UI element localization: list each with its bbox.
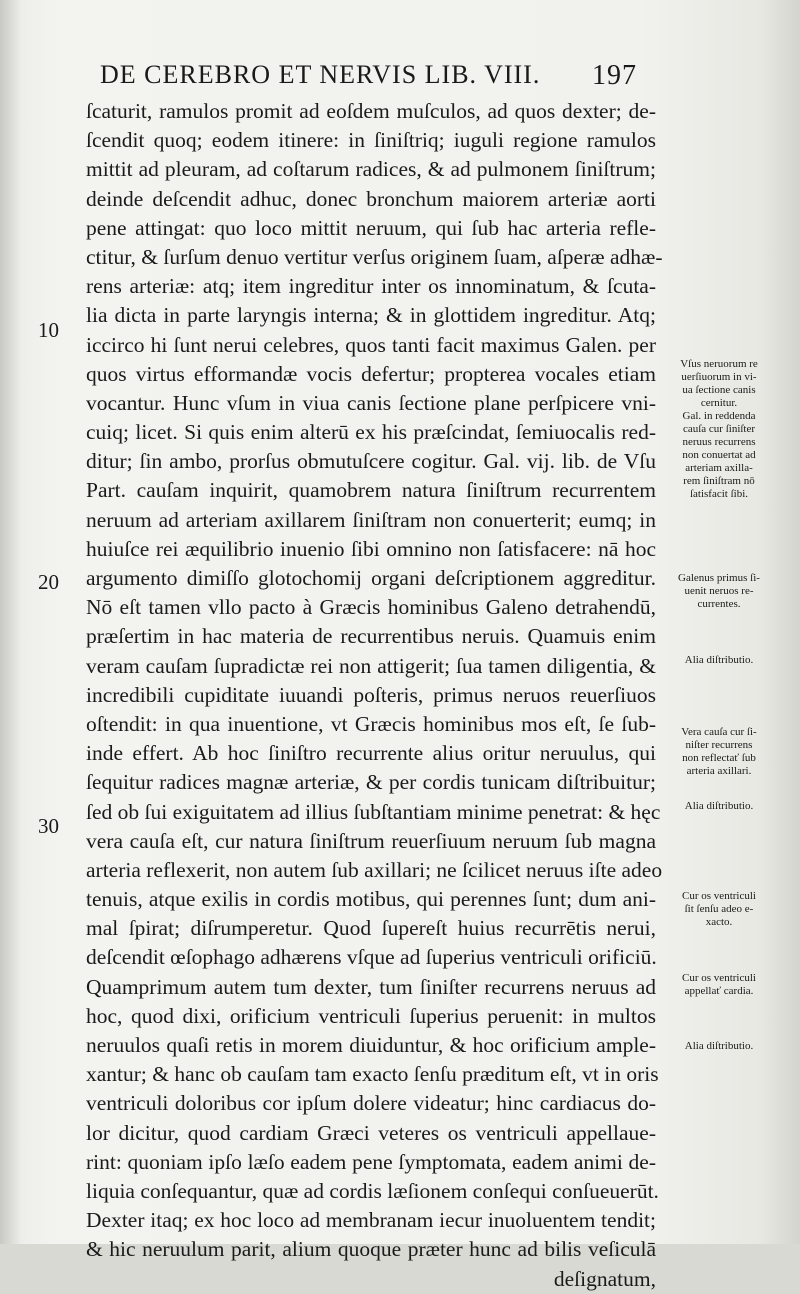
text-line: liquia conſequantur, quæ ad cordis læſionem conſequi conſueuerūt. — [86, 1178, 659, 1203]
text-line: Quamprimum autem tum dexter, tum ſiniſter recurrens neruus ad — [86, 974, 656, 999]
line-number-30: 30 — [38, 814, 59, 838]
text-line: huiuſce rei æquilibrio inuenio ſibi omnino non ſatisfacere: nā hoc — [86, 536, 656, 561]
margin-note — [664, 726, 774, 778]
margin-note-line: niſter recurrens — [685, 739, 753, 751]
margin-note-line: Alia diſtributio. — [684, 800, 754, 812]
margin-note — [664, 972, 774, 998]
text-line: rens arteriæ: atq; item ingreditur inter os innominatum, & ſcuta- — [86, 274, 656, 299]
margin-note-line: Gal. in reddenda — [682, 410, 756, 422]
text-line: Dexter itaq; ex hoc loco ad membranam iecur inuoluentem tendit; — [86, 1208, 656, 1233]
line-number-20: 20 — [38, 570, 59, 594]
margin-note-line: xacto. — [705, 916, 733, 928]
text-line: inde effert. Ab hoc ſiniſtro recurrente alius oritur neruulus, qui — [86, 741, 656, 766]
text-line: ſcaturit, ramulos promit ad eoſdem muſculos, ad quos dexter; de- — [86, 99, 656, 123]
margin-note — [664, 1040, 774, 1053]
line-number-10: 10 — [38, 318, 59, 342]
text-line: iccirco hi ſunt nerui celebres, quos tanti facit maximus Galen. per — [86, 332, 656, 357]
margin-note — [664, 410, 774, 501]
text-line: ctitur, & ſurſum denuo vertitur verſus originem ſuam, aſperæ adhæ- — [86, 244, 663, 269]
text-line: ventriculi doloribus cor ipſum dolere videatur; hinc cardiacus do- — [86, 1091, 656, 1116]
margin-note-line: Cur os ventriculi — [682, 890, 756, 902]
text-line: vera cauſa eſt, cur natura ſiniſtrum reuerſiuum neruum ſub magna — [86, 828, 656, 853]
margin-note-line: ſit ſenſu adeo e- — [684, 903, 754, 915]
margin-note-line: ſatisfacit ſibi. — [689, 488, 749, 500]
text-line: deſcendit œſophago adhærens vſque ad ſuperius ventriculi orificiū. — [86, 945, 657, 970]
text-line: veram cauſam ſupradictæ rei non attigerit; ſua tamen diligentia, & — [86, 653, 656, 678]
margin-note-line: uerſiuorum in vi- — [681, 371, 757, 383]
margin-note-line: arteriam axilla- — [685, 462, 753, 474]
margin-note-line: Alia diſtributio. — [684, 654, 754, 666]
text-line: præſertim in hac materia de recurrentibus neruis. Quamuis enim — [86, 624, 656, 649]
text-line: incredibili cupiditate iuuandi poſteris, primus neruos reuerſiuos — [86, 682, 656, 707]
margin-note-line: cernitur. — [700, 397, 738, 409]
text-line: oſtendit: in qua inuentione, vt Græcis hominibus mos eſt, ſe ſub- — [86, 711, 656, 736]
margin-note-line: Vſus neruorum re — [680, 358, 758, 370]
margin-note-line: uenit neruos re- — [684, 585, 754, 597]
margin-note-line: Cur os ventriculi — [682, 972, 756, 984]
margin-note — [664, 890, 774, 929]
text-line: Part. cauſam inquirit, quamobrem natura ſiniſtrum recurrentem — [86, 478, 656, 503]
text-line: quos virtus efformandæ vocis defertur; propterea vocales etiam — [86, 361, 656, 386]
margin-note — [664, 654, 774, 667]
margin-note — [664, 572, 774, 611]
margin-note-line: Galenus primus ſi- — [678, 572, 760, 584]
margin-note — [664, 358, 774, 410]
text-line: ſed ob ſui exiguitatem ad illius ſubſtantiam minime penetrat: & hęc — [86, 799, 661, 824]
text-line: rint: quoniam ipſo læſo eadem pene ſymptomata, eadem animi de- — [86, 1149, 656, 1174]
text-line: ſequitur radices magnæ arteriæ, & per cordis tunicam diſtribuitur; — [86, 770, 656, 795]
margin-note-line: non conuertat ad — [682, 449, 756, 461]
text-line: hoc, quod dixi, orificium ventriculi ſuperius peruenit: in multos — [86, 1003, 656, 1028]
text-line: ditur; ſin ambo, prorſus obmutuſcere cogitur. Gal. vij. lib. de Vſu — [86, 449, 656, 474]
margin-note-line: rem ſiniſtram nō — [683, 475, 755, 487]
text-line: lor dicitur, quod cardiam Græci veteres os ventriculi appellaue- — [86, 1120, 656, 1145]
text-line: deſignatum, — [553, 1266, 656, 1291]
margin-note-line: Vera cauſa cur ſi- — [681, 726, 757, 738]
text-line: pene attingat: quo loco mittit neruum, qui ſub hac arteria refle- — [86, 215, 656, 240]
margin-note-line: cauſa cur ſiniſter — [682, 423, 756, 435]
margin-note-line: appellať cardia. — [684, 985, 754, 997]
text-line: argumento dimiſſo glotochomij organi deſcriptionem aggreditur. — [86, 566, 656, 590]
text-line: lia dicta in parte laryngis interna; & in glottidem ingreditur. Atq; — [86, 303, 656, 328]
margin-note-line: Alia diſtributio. — [684, 1040, 754, 1052]
text-line: arteria reflexerit, non autem ſub axillari; ne ſcilicet neruus iſte adeo — [86, 857, 663, 882]
text-line: tenuis, atque exilis in cordis motibus, qui perennes ſunt; dum ani- — [86, 887, 656, 912]
margin-note-line: currentes. — [697, 598, 741, 610]
text-line: vocantur. Hunc vſum in viua canis ſectione plane perſpicere vni- — [86, 390, 656, 415]
main-text-block — [86, 97, 663, 1294]
text-line: neruum ad arteriam axillarem ſiniſtram non conuerterit; eumq; in — [86, 507, 656, 532]
margin-note-line: neruus recurrens — [682, 436, 756, 448]
page-number: 197 — [592, 60, 637, 91]
text-line: ſcendit quoq; eodem itinere: in ſiniſtriq; iuguli regione ramulos — [86, 128, 656, 153]
text-line: Nō eſt tamen vllo pacto à Græcis hominibus Galeno detrahendū, — [86, 595, 656, 620]
margin-note-line: arteria axillari. — [686, 765, 752, 777]
margin-note-line: ua ſectione canis — [682, 384, 756, 396]
text-line: neruulos quaſi retis in morem diuiduntur, & hoc orificium ample- — [86, 1033, 656, 1057]
text-line: mal ſpirat; diſrumperetur. Quod ſupereſt huius recurrētis nerui, — [86, 916, 656, 941]
text-line: & hic neruulum parit, alium quoque præter hunc ad bilis veſiculā — [86, 1237, 656, 1262]
margin-note — [664, 800, 774, 813]
text-line: cuiq; licet. Si quis enim alterū ex his præſcindat, ſemiuocalis red- — [86, 420, 656, 445]
text-line: xantur; & hanc ob cauſam tam exacto ſenſu præditum eſt, vt in oris — [86, 1062, 659, 1087]
text-line: deinde deſcendit adhuc, donec bronchum maiorem arteriæ aorti — [86, 186, 656, 211]
running-header — [100, 60, 660, 90]
margin-note-line: non reflectať ſub — [682, 752, 756, 764]
running-title: DE CEREBRO ET NERVIS LIB. VIII. — [100, 60, 541, 89]
text-line: mittit ad pleuram, ad coſtarum radices, & ad pulmonem ſiniſtrum; — [86, 157, 656, 182]
